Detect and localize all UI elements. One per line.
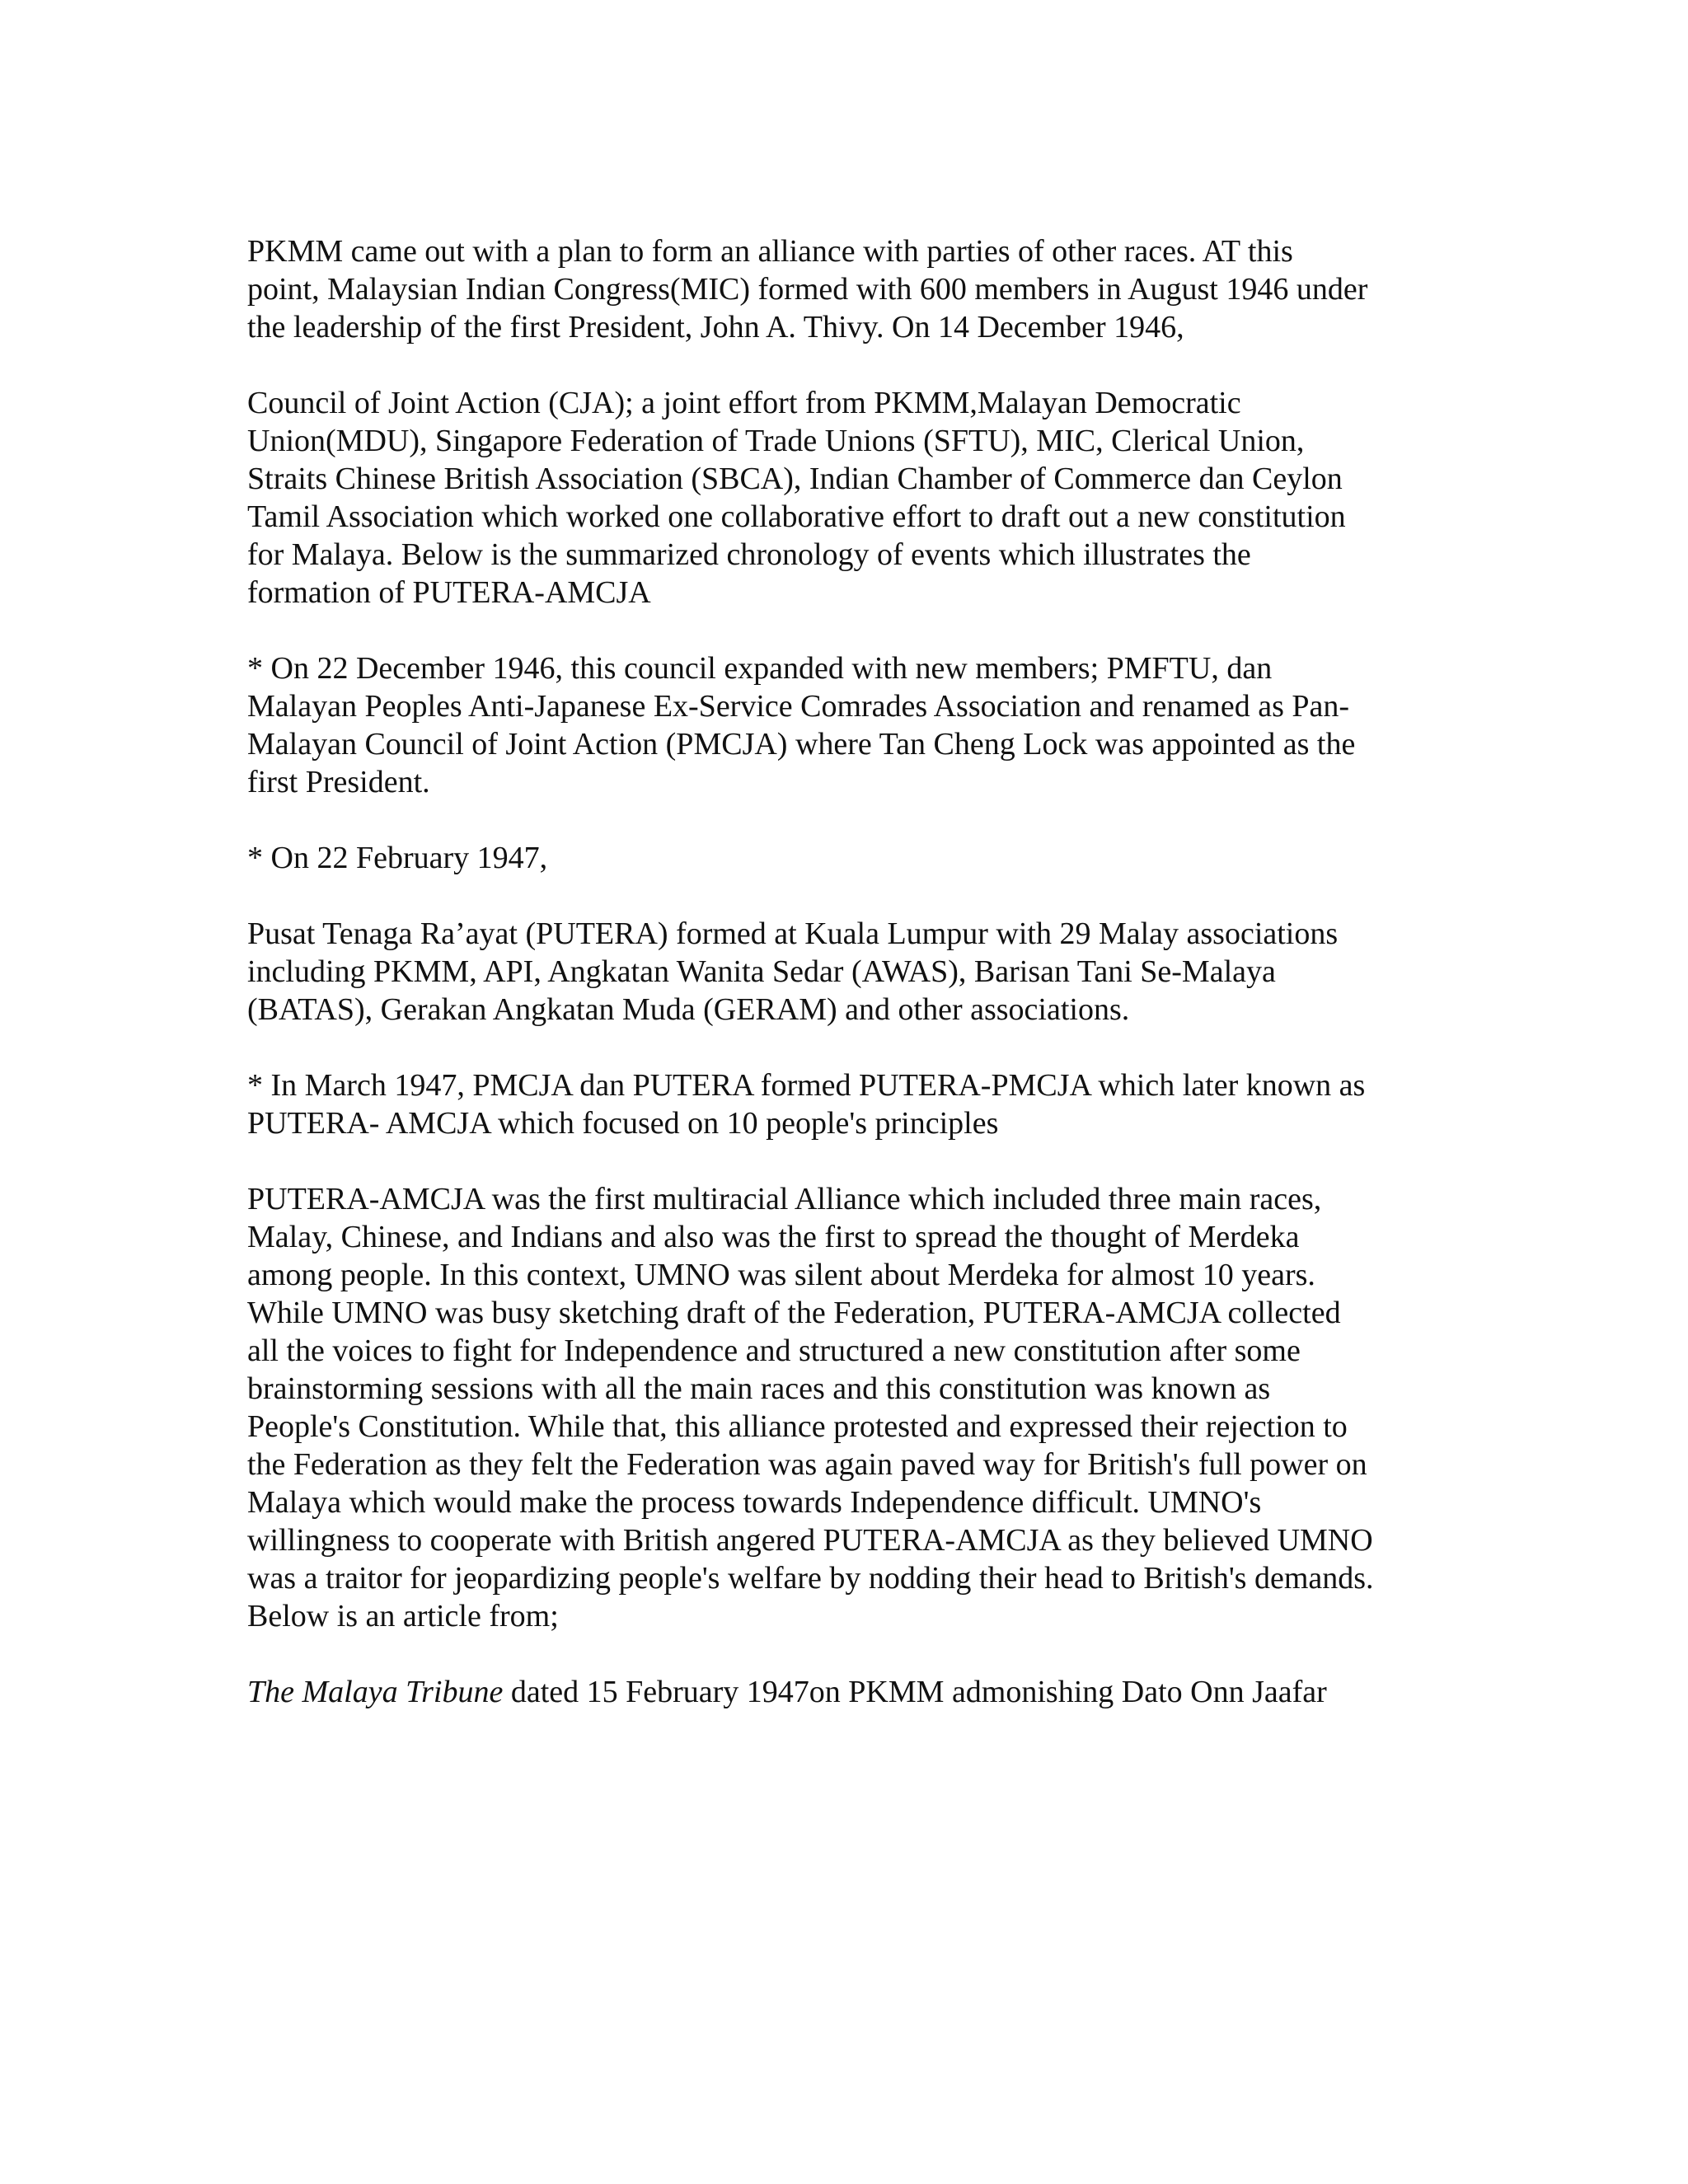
paragraph-multiracial-alliance <box>247 1180 1451 1635</box>
text-line <box>247 1673 1451 1711</box>
text-line: first President. <box>247 765 430 799</box>
text-line: was a traitor for jeopardizing people's welfare by nodding their head to British's demands. <box>247 1561 1374 1596</box>
paragraph-mic-formation <box>247 232 1451 346</box>
text-line: Straits Chinese British Association (SBCA), Indian Chamber of Commerce dan Ceylon <box>247 462 1343 496</box>
text-line: * On 22 February 1947, <box>247 841 548 875</box>
paragraph-putera <box>247 915 1451 1029</box>
text-line: formation of PUTERA-AMCJA <box>247 575 651 610</box>
text-line: Malayan Council of Joint Action (PMCJA) where Tan Cheng Lock was appointed as the <box>247 727 1356 762</box>
text-line: * In March 1947, PMCJA dan PUTERA formed PUTERA-PMCJA which later known as <box>247 1068 1366 1103</box>
text-line: PUTERA- AMCJA which focused on 10 people's principles <box>247 1106 999 1141</box>
text-line: * On 22 December 1946, this council expanded with new members; PMFTU, dan <box>247 651 1273 686</box>
text-line: brainstorming sessions with all the main races and this constitution was known as <box>247 1371 1271 1406</box>
text-line: the leadership of the first President, John A. Thivy. On 14 December 1946, <box>247 310 1184 344</box>
text-line: (BATAS), Gerakan Angkatan Muda (GERAM) and other associations. <box>247 992 1130 1027</box>
text-line: People's Constitution. While that, this alliance protested and expressed their rejection to <box>247 1409 1348 1444</box>
paragraph-feb-1947 <box>247 839 1451 877</box>
text-line: all the voices to fight for Independence and structured a new constitution after some <box>247 1333 1301 1368</box>
caption-text: dated 15 February 1947on PKMM admonishing Dato Onn Jaafar <box>503 1675 1327 1709</box>
paragraph-cja <box>247 384 1451 612</box>
text-line: Pusat Tenaga Ra’ayat (PUTERA) formed at Kuala Lumpur with 29 Malay associations <box>247 916 1339 951</box>
text-line: point, Malaysian Indian Congress(MIC) formed with 600 members in August 1946 under <box>247 272 1368 307</box>
paragraph-pmcja <box>247 649 1451 801</box>
text-line: among people. In this context, UMNO was silent about Merdeka for almost 10 years. <box>247 1258 1315 1292</box>
text-line: Tamil Association which worked one collaborative effort to draft out a new constitution <box>247 499 1346 534</box>
text-line: PUTERA-AMCJA was the first multiracial Alliance which included three main races, <box>247 1182 1322 1216</box>
text-line: willingness to cooperate with British angered PUTERA-AMCJA as they believed UMNO <box>247 1523 1373 1558</box>
text-line: Malayan Peoples Anti-Japanese Ex-Service Comrades Association and renamed as Pan- <box>247 689 1350 724</box>
text-line: for Malaya. Below is the summarized chronology of events which illustrates the <box>247 537 1251 572</box>
text-line: Below is an article from; <box>247 1599 559 1633</box>
text-line: Malaya which would make the process towards Independence difficult. UMNO's <box>247 1485 1262 1520</box>
paragraph-article-caption <box>247 1673 1451 1711</box>
text-line: While UMNO was busy sketching draft of the Federation, PUTERA-AMCJA collected <box>247 1296 1341 1330</box>
text-line: PKMM came out with a plan to form an alliance with parties of other races. AT this <box>247 234 1293 269</box>
text-line: Council of Joint Action (CJA); a joint effort from PKMM,Malayan Democratic <box>247 386 1241 420</box>
text-line: Union(MDU), Singapore Federation of Trade Unions (SFTU), MIC, Clerical Union, <box>247 424 1305 458</box>
newspaper-title: The Malaya Tribune <box>247 1675 504 1709</box>
document-body <box>247 232 1451 1711</box>
paragraph-putera-amcja <box>247 1066 1451 1142</box>
text-line: including PKMM, API, Angkatan Wanita Sedar (AWAS), Barisan Tani Se-Malaya <box>247 954 1276 989</box>
text-line: the Federation as they felt the Federation was again paved way for British's full power on <box>247 1447 1367 1482</box>
text-line: Malay, Chinese, and Indians and also was the first to spread the thought of Merdeka <box>247 1220 1300 1254</box>
